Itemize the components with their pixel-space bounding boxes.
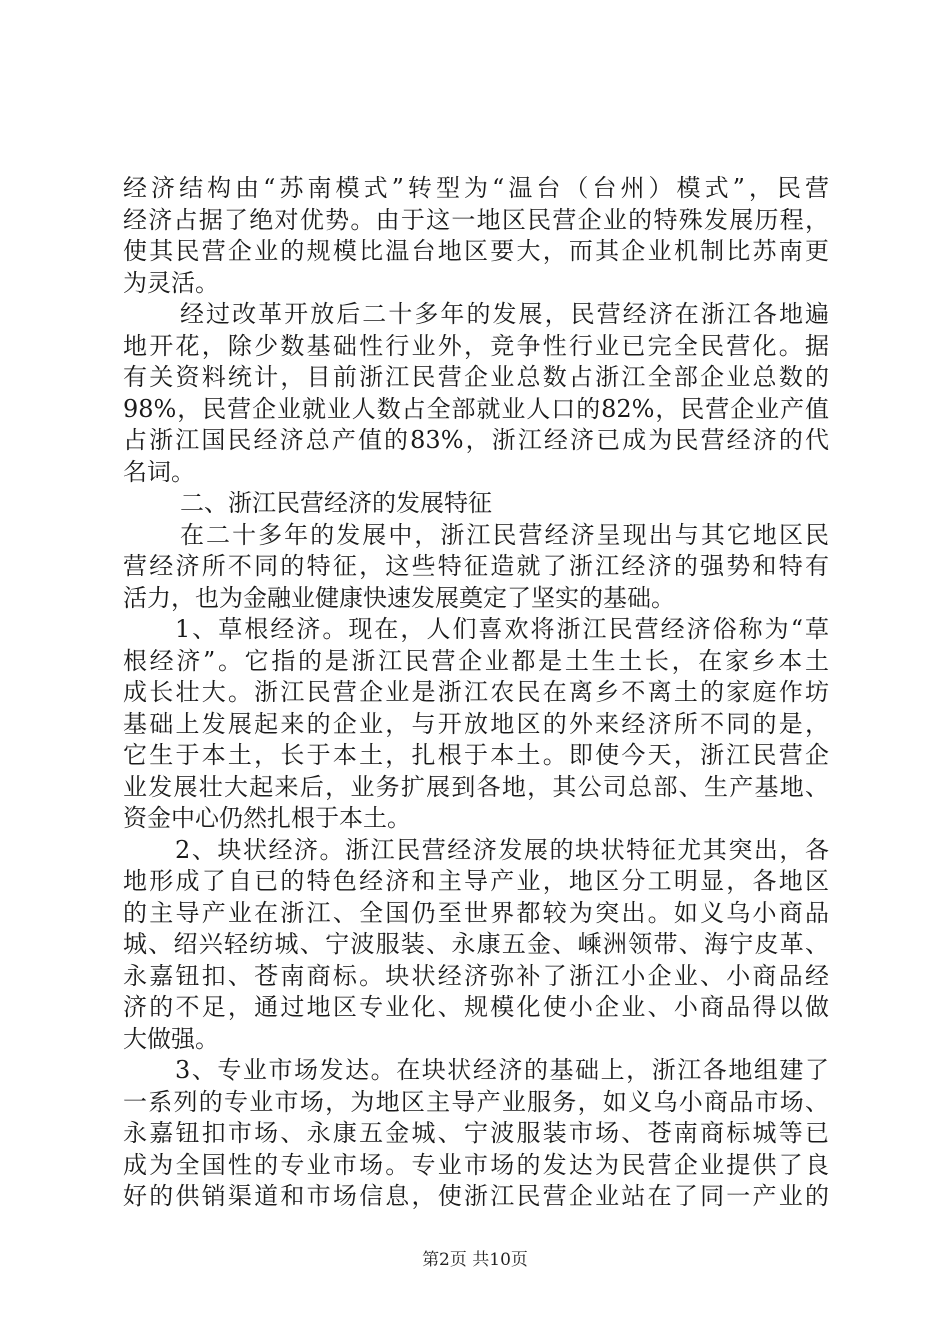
text-line: 资金中心仍然扎根于本土。: [123, 804, 411, 832]
text-line: 经济占据了绝对优势。由于这一地区民营企业的特殊发展历程，: [123, 206, 829, 234]
text-line: 成为全国性的专业市场。专业市场的发达为民营企业提供了良: [123, 1151, 829, 1179]
text-line: 占浙江国民经济总产值的83%，浙江经济已成为民营经济的代: [123, 426, 829, 454]
page-number-footer: 第2页 共10页: [422, 1250, 528, 1270]
text-line: 名词。: [123, 458, 195, 486]
text-line: 营经济所不同的特征，这些特征造就了浙江经济的强势和特有: [123, 552, 829, 580]
paragraph-first-line: 3、专业市场发达。在块状经济的基础上，浙江各地组建了: [175, 1056, 829, 1084]
paragraph-first-line: 1、草根经济。现在，人们喜欢将浙江民营经济俗称为“草: [175, 615, 829, 643]
text-line: 地形成了自已的特色经济和主导产业，地区分工明显，各地区: [123, 867, 829, 895]
paragraph-first-line: 经过改革开放后二十多年的发展，民营经济在浙江各地遍: [180, 300, 829, 328]
text-line: 一系列的专业市场，为地区主导产业服务，如义乌小商品市场、: [123, 1088, 829, 1116]
text-line: 为灵活。: [123, 269, 219, 297]
text-line: 活力，也为金融业健康快速发展奠定了坚实的基础。: [123, 584, 675, 612]
text-line: 基础上发展起来的企业，与开放地区的外来经济所不同的是，: [123, 710, 829, 738]
text-line: 的主导产业在浙江、全国仍至世界都较为突出。如义乌小商品: [123, 899, 829, 927]
text-line: 它生于本土，长于本土，扎根于本土。即使今天，浙江民营企: [123, 741, 829, 769]
text-line: 使其民营企业的规模比温台地区要大，而其企业机制比苏南更: [123, 237, 829, 265]
text-line: 根经济”。它指的是浙江民营企业都是土生土长，在家乡本土: [123, 647, 829, 675]
text-line: 城、绍兴轻纺城、宁波服装、永康五金、嵊洲领带、海宁皮革、: [123, 930, 829, 958]
text-line: 经济结构由“苏南模式”转型为“温台（台州）模式”，民营: [123, 174, 829, 202]
text-line: 永嘉钮扣市场、永康五金城、宁波服装市场、苍南商标城等已: [123, 1119, 829, 1147]
text-line: 好的供销渠道和市场信息，使浙江民营企业站在了同一产业的: [123, 1182, 829, 1210]
text-line: 永嘉钮扣、苍南商标。块状经济弥补了浙江小企业、小商品经: [123, 962, 829, 990]
text-line: 大做强。: [123, 1025, 219, 1053]
text-line: 业发展壮大起来后，业务扩展到各地，其公司总部、生产基地、: [123, 773, 829, 801]
text-line: 济的不足，通过地区专业化、规模化使小企业、小商品得以做: [123, 993, 829, 1021]
section-heading: 二、浙江民营经济的发展特征: [180, 489, 492, 517]
text-line: 地开花，除少数基础性行业外，竞争性行业已完全民营化。据: [123, 332, 829, 360]
paragraph-first-line: 在二十多年的发展中，浙江民营经济呈现出与其它地区民: [180, 521, 829, 549]
text-line: 有关资料统计，目前浙江民营企业总数占浙江全部企业总数的: [123, 363, 829, 391]
paragraph-first-line: 2、块状经济。浙江民营经济发展的块状特征尤其突出，各: [175, 836, 829, 864]
text-line: 成长壮大。浙江民营企业是浙江农民在离乡不离土的家庭作坊: [123, 678, 829, 706]
text-line: 98%，民营企业就业人数占全部就业人口的82%，民营企业产值: [123, 395, 829, 423]
